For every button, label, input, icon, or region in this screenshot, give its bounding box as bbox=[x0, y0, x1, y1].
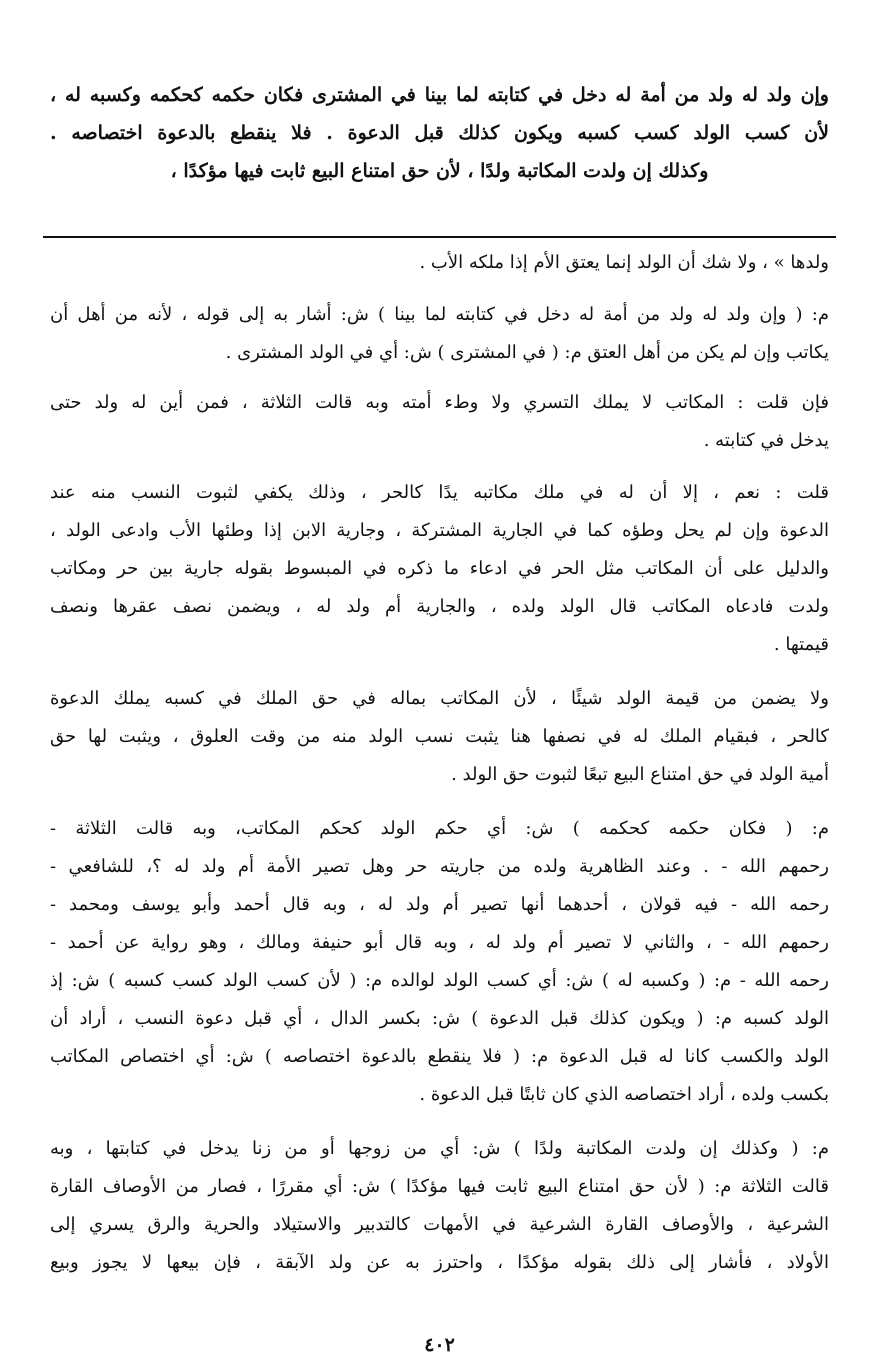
matn-line: وإن ولد له ولد من أمة له دخل في كتابته لما بينا في المشترى فكان حكمه كحكمه وكسبه له ، bbox=[50, 84, 829, 106]
page-number: ٤٠٢ bbox=[424, 1334, 455, 1356]
commentary-line: الولد كسبه م: ( ويكون كذلك قبل الدعوة ) ش: بكسر الدال ، أي قبل دعوة النسب ، أراد أن bbox=[50, 1008, 829, 1029]
commentary-line: ولا يضمن من قيمة الولد شيئًا ، لأن المكاتب بماله في حق الملك في كسبه يملك الدعوة bbox=[50, 688, 829, 709]
commentary-line: قيمتها . bbox=[773, 634, 829, 655]
separator-rule bbox=[43, 236, 836, 238]
commentary-line: م: ( وكذلك إن ولدت المكاتبة ولدًا ) ش: أي من زوجها أو من زنا يدخل في كتابتها ، وبه bbox=[50, 1138, 829, 1159]
commentary-line: قالت الثلاثة م: ( لأن حق امتناع البيع ثابت فيها مؤكدًا ) ش: أي مقررًا ، فصار من الأوصاف القارة bbox=[50, 1176, 829, 1197]
commentary-line: فإن قلت : المكاتب لا يملك التسري ولا وطء أمته وبه قالت الثلاثة ، فمن أين له ولد حتى bbox=[50, 392, 829, 413]
matn-line: وكذلك إن ولدت المكاتبة ولدًا ، لأن حق امتناع البيع ثابت فيها مؤكدًا ، bbox=[170, 160, 709, 182]
commentary-text bbox=[50, 246, 829, 1316]
commentary-line: م: ( فكان حكمه كحكمه ) ش: أي حكم الولد كحكم المكاتب، وبه قالت الثلاثة - bbox=[50, 818, 829, 839]
commentary-line: قلت : نعم ، إلا أن له في ملك مكاتبه يدًا كالحر ، وذلك يكفي لثبوت النسب منه عند bbox=[50, 482, 829, 503]
commentary-line: رحمه الله - م: ( وكسبه له ) ش: أي كسب الولد لوالده م: ( لأن كسب الولد كسب كسبه ) ش: إذ bbox=[50, 970, 829, 991]
commentary-line: ولدها » ، ولا شك أن الولد إنما يعتق الأم إذا ملكه الأب . bbox=[419, 252, 829, 273]
commentary-line: رحمهم الله - . وعند الظاهرية ولده من جاريته حر وهل تصير الأمة أم ولد له ؟، للشافعي - bbox=[50, 856, 829, 877]
commentary-line: ولدت فادعاه المكاتب قال الولد ولده ، والجارية أم ولد له ، ويضمن نصف عقرها ونصف bbox=[50, 596, 829, 617]
commentary-line: الدعوة وإن لم يحل وطؤه كما في الجارية المشتركة ، وجارية الابن إذا وطئها الأب وادعى الولد ، bbox=[50, 520, 829, 541]
commentary-line: الأولاد ، فأشار إلى ذلك بقوله مؤكدًا ، واحترز به عن ولد الآبقة ، فإن بيعها لا يجوز وبيع bbox=[50, 1252, 829, 1273]
commentary-line: يدخل في كتابته . bbox=[703, 430, 829, 451]
commentary-line: الولد والكسب كانا له قبل الدعوة م: ( فلا ينقطع بالدعوة اختصاصه ) ش: أي اختصاص المكاتب bbox=[50, 1046, 829, 1067]
commentary-line: الشرعية ، والأوصاف القارة الشرعية في الأمهات كالتدبير والاستيلاد والحرية والرق يسري إلى bbox=[50, 1214, 829, 1235]
commentary-line: رحمه الله - فيه قولان ، أحدهما أنها تصير أم ولد له ، وبه قال أحمد وأبو يوسف ومحمد - bbox=[50, 894, 829, 915]
commentary-line: كالحر ، فبقيام الملك له في نصفها هنا يثبت نسب الولد منه من وقت العلوق ، ويثبت لها حق bbox=[50, 726, 829, 747]
commentary-line: يكاتب وإن لم يكن من أهل العتق م: ( في المشترى ) ش: أي في الولد المشترى . bbox=[225, 342, 829, 363]
commentary-line: رحمهم الله - ، والثاني لا تصير أم ولد له ، وبه قال أبو حنيفة ومالك ، وهو رواية عن أحمد - bbox=[50, 932, 829, 953]
commentary-line: والدليل على أن المكاتب مثل الحر في ادعاء ما ذكره في المبسوط بقوله جارية بين حر ومكاتب bbox=[50, 558, 829, 579]
commentary-line: أمية الولد في حق امتناع البيع تبعًا لثبوت حق الولد . bbox=[451, 764, 829, 785]
commentary-line: م: ( وإن ولد له ولد من أمة له دخل في كتابته لما بينا ) ش: أشار به إلى قوله ، لأنه من أهل أن bbox=[50, 304, 829, 325]
commentary-line: بكسب ولده ، أراد اختصاصه الذي كان ثابتًا قبل الدعوة . bbox=[419, 1084, 829, 1105]
matn-line: لأن كسب الولد كسب كسبه ويكون كذلك قبل الدعوة . فلا ينقطع بالدعوة اختصاصه . bbox=[50, 122, 829, 144]
matn-text bbox=[50, 78, 829, 198]
